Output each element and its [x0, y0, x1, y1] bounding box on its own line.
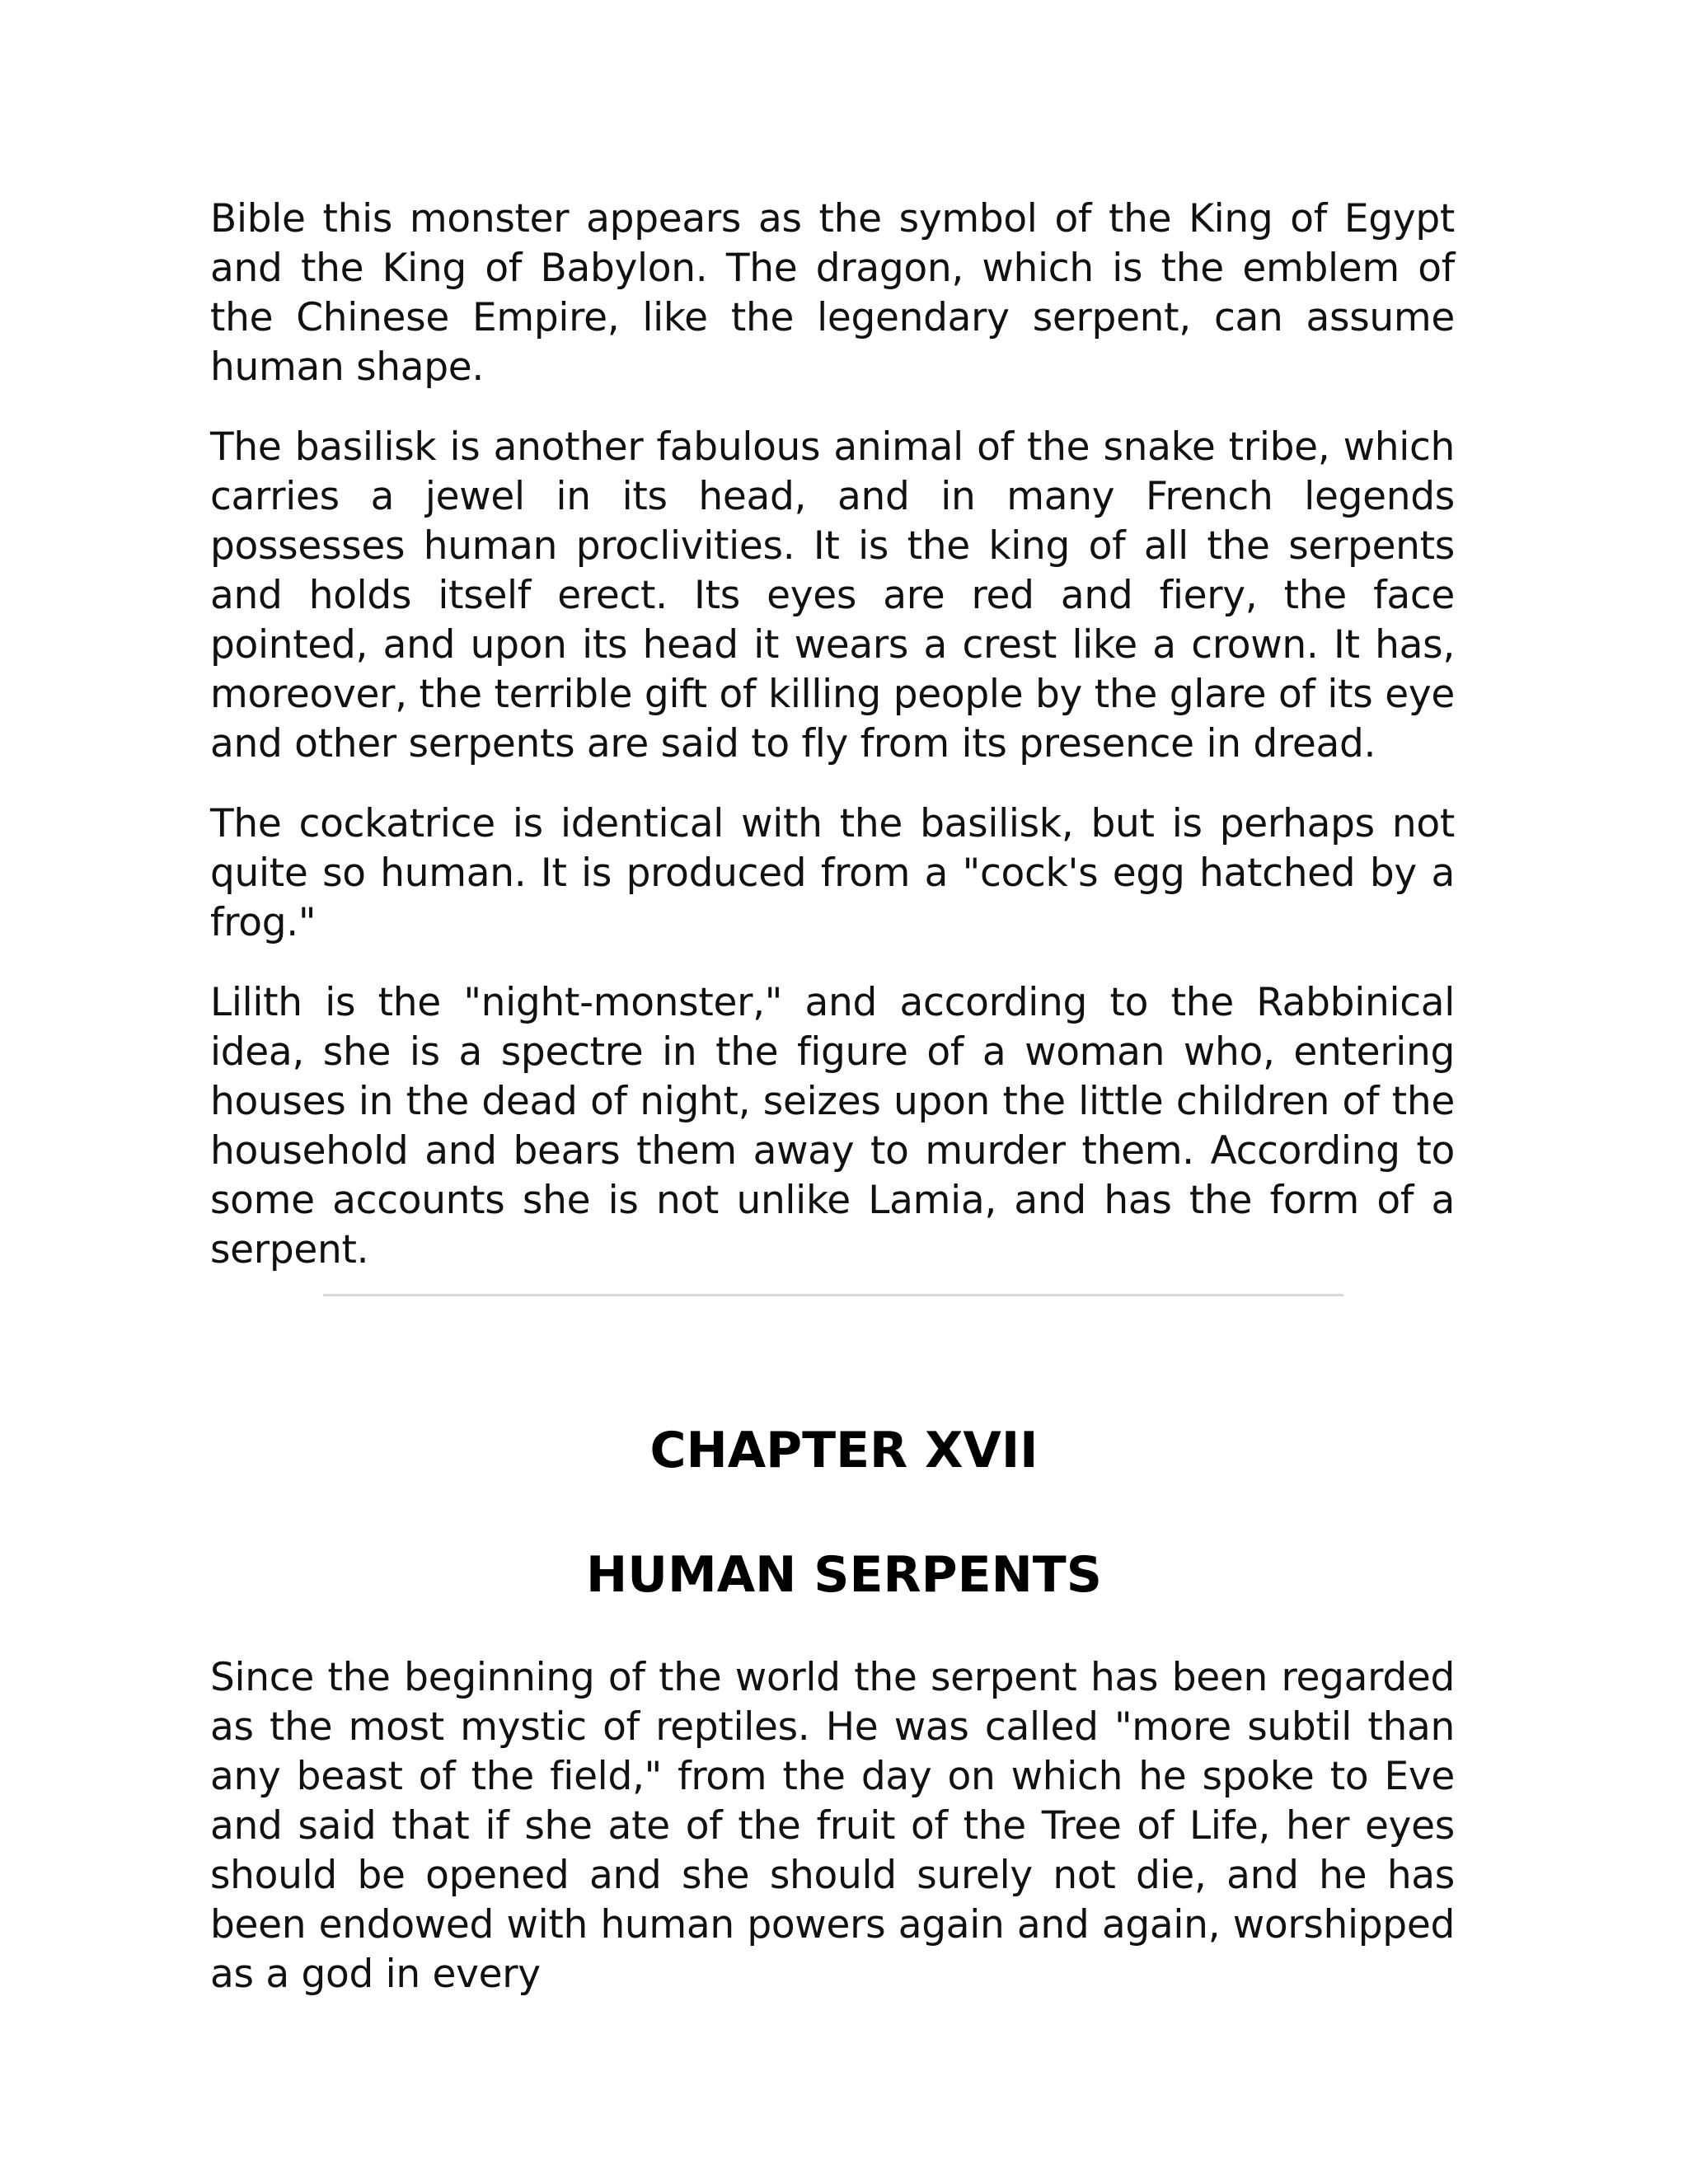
paragraph-serpent-intro: Since the beginning of the world the serpent has been regarded as the most mystic of reptiles. He was called "more subtil than any beast of the field," from the day on which he spoke to Eve and said that if she ate of the fruit of the Tree of Life, her eyes should be opened and she should surely not die, and he has been endowed with human powers again and again, worshipped as a god in every: [210, 1655, 1455, 1997]
chapter-number: CHAPTER XVII: [649, 1422, 1039, 1479]
paragraph-dragon: Bible this monster appears as the symbol of the King of Egypt and the King of Babylon. The dragon, which is the emblem of the Chinese Empire, like the legendary serpent, can assume human shape.: [210, 196, 1455, 390]
text-block-upper: [210, 194, 1455, 1305]
section-divider: [323, 1294, 1343, 1296]
paragraph-lilith: Lilith is the "night-monster," and according to the Rabbinical idea, she is a spectre in the figure of a woman who, entering houses in the dead of night, seizes upon the little children of the household and bears them away to murder them. According to some accounts she is not unlike Lamia, and has the form of a serpent.: [210, 980, 1455, 1272]
text-block-lower: [210, 1653, 1455, 2030]
chapter-title: HUMAN SERPENTS: [586, 1546, 1102, 1604]
paragraph-basilisk: The basilisk is another fabulous animal of the snake tribe, which carries a jewel in its head, and in many French legends possesses human proclivities. It is the king of all the serpents and holds itself erect. Its eyes are red and fiery, the face pointed, and upon its head it wears a crest like a crown. It has, moreover, the terrible gift of killing people by the glare of its eye and other serpents are said to fly from its presence in dread.: [210, 424, 1455, 766]
paragraph-cockatrice: The cockatrice is identical with the basilisk, but is perhaps not quite so human. It is produced from a "cock's egg hatched by a frog.": [210, 801, 1455, 945]
